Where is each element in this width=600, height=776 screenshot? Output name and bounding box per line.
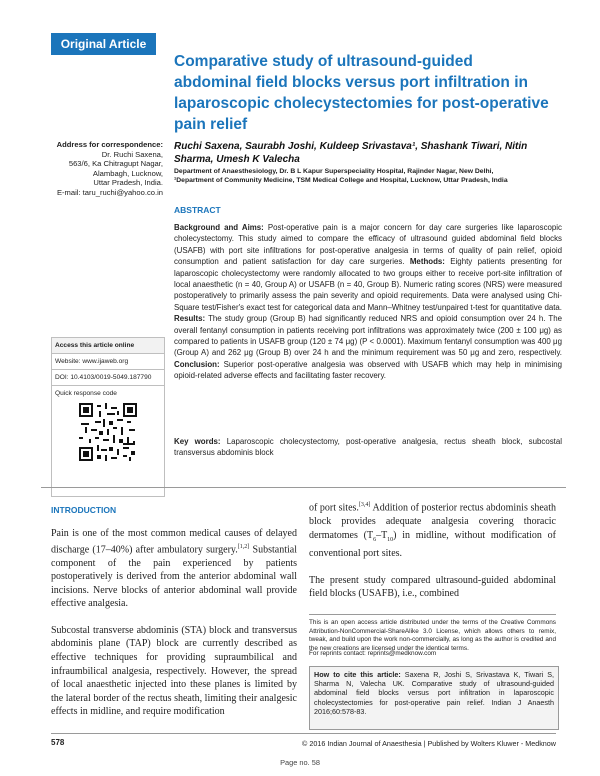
body-column-left <box>51 527 297 732</box>
correspondence-block <box>41 140 163 198</box>
methods-text: Eighty patients presenting for laparoscopic cholecystectomy were randomly allocated to two groups either to receive port-site infiltration of local anaesthetic (n = 40, Group A) or USAFB (n = 40, Group B). Numeric rating scores (NRS) were measured postoperatively to primarily assess the pain severity and opioid requirements. Data were analysed using Chi-Square test/Fisher's exact test for categorical data and Mann–Whitney test/unpaired t-test for quantitative data. <box>174 257 562 312</box>
conclusion-text: Superior post-operative analgesia was observed with USAFB which may help in minimising opioid-related adverse effects and facilitating faster recovery. <box>174 359 562 381</box>
citation-ref[interactable]: [1,2] <box>237 543 250 550</box>
paragraph: Pain is one of the most common medical causes of delayed discharge (17–40%) after ambulatory surgery.[1,2] Substantial component of the pain experienced by patients postoperatively is derived from the anterior abdominal wall incisions. Nerve blocks of anterior abdominal wall provide effective analgesia. <box>51 528 297 610</box>
results-label: Results: <box>174 314 206 324</box>
correspondence-line: Uttar Pradesh, India. <box>93 178 163 188</box>
abstract-heading: ABSTRACT <box>174 205 221 215</box>
correspondence-line: Alambagh, Lucknow, <box>92 168 163 178</box>
footer-divider <box>51 733 556 734</box>
page-footer: Page no. 58 <box>280 758 320 767</box>
conclusion-label: Conclusion: <box>174 359 220 369</box>
publisher-line: © 2016 Indian Journal of Anaesthesia | Published by Wolters Kluwer - Medknow <box>302 739 556 748</box>
affiliations <box>174 167 564 185</box>
open-access-notice: This is an open access article distributed under the terms of the Creative Commons Attribution-NonCommercial-ShareAlike 3.0 License, which allows others to remix, tweak, and build upon the work non-commercially, as long as the author is credited and the new creations are licensed under the identical terms. <box>309 614 556 653</box>
affiliation-line: ¹Department of Community Medicine, TSM Medical College and Hospital, Lucknow, Uttar Pradesh, India <box>174 177 508 184</box>
correspondence-line: 563/6, Ka Chitragupt Nagar, <box>68 159 163 169</box>
website-link[interactable]: Website: www.ijaweb.org <box>52 354 164 370</box>
methods-label: Methods: <box>409 257 445 267</box>
qr-code[interactable] <box>79 403 137 461</box>
paragraph: of port sites.[3,4] Addition of posterior rectus abdominis sheath block provides adequate analgesia covering thoracic dermatomes $(T_6-T_{10})$ in midline, without modification of conventional port sites. <box>309 502 557 560</box>
reprints-contact: For reprints contact: reprints@medknow.com <box>309 650 437 657</box>
access-box <box>51 337 165 497</box>
keywords-text: Laparoscopic cholecystectomy, post-operative analgesia, rectus sheath block, subcostal transversus abdominis block <box>174 437 562 458</box>
keywords <box>174 436 562 459</box>
background-label: Background and Aims: <box>174 223 264 232</box>
section-divider <box>41 487 566 488</box>
cite-text: Saxena R, Joshi S, Srivastava K, Tiwari S, Sharma N, Valecha UK. Comparative study of ultrasound-guided abdominal field blocks versus port infiltration in laparoscopic cholecystectomies for post-operative pain relief. Indian J Anaesth 2016;60:578-83. <box>314 670 554 716</box>
access-box-heading: Access this article online <box>52 338 164 354</box>
affiliation-line: Department of Anaesthesiology, Dr. B L Kapur Superspeciality Hospital, Rajinder Nagar, New Delhi, <box>174 168 494 175</box>
article-type-badge: Original Article <box>51 33 156 55</box>
correspondence-email[interactable]: E-mail: taru_ruchi@yahoo.co.in <box>56 187 163 197</box>
article-title: Comparative study of ultrasound-guided abdominal field blocks versus port infiltration in laparoscopic cholecystectomies for post-operative pain relief <box>174 53 549 133</box>
qr-label: Quick response code <box>55 390 117 397</box>
introduction-heading: INTRODUCTION <box>51 505 117 515</box>
background-text: Post-operative pain is a major concern for day care surgeries like laparoscopic cholecystectomy. This study aimed to compare the efficacy of ultrasound guided abdominal field blocks (USAFB) with port site infiltrations for post-operative analgesia in terms of quality of pain relief, opioid consumption and patient satisfaction for day care surgeries. <box>174 223 563 267</box>
author-list: Ruchi Saxena, Saurabh Joshi, Kuldeep Srivastava¹, Shashank Tiwari, Nitin Sharma, Umesh K Valecha <box>174 141 528 165</box>
correspondence-heading: Address for correspondence: <box>56 140 163 149</box>
citation-box <box>309 666 559 730</box>
cite-label: How to cite this article: <box>314 670 401 679</box>
citation-ref[interactable]: [3,4] <box>358 502 371 508</box>
keywords-label: Key words: <box>174 437 221 446</box>
results-text: The study group (Group B) had significantly reduced NRS and opioid consumption over 24 h. The overall fentanyl consumption in patients receiving port infiltrations was approximately twice (200 ± 100 μg) as compared to patients in USAFB group (120 ± 74 μg) (P < 0.0001). Maximum fentanyl consumption was 400 μg (Group A) and 262 μg (Group B) over 24 h and the minimum requirement was 50 μg and zero, respectively. <box>174 314 562 358</box>
page-number: 578 <box>51 738 65 747</box>
paragraph: The present study compared ultrasound-guided abdominal field blocks (USAFB), i.e., combined <box>309 574 556 600</box>
correspondence-line: Dr. Ruchi Saxena, <box>101 149 163 159</box>
body-column-right <box>309 499 556 614</box>
abstract-body <box>174 222 562 382</box>
doi-link[interactable]: DOI: 10.4103/0019-5049.187790 <box>52 370 164 386</box>
paragraph: Subcostal transverse abdominis (STA) block and transversus abdominis plane (TAP) block are currently described as effective techniques for providing supraumbilical and infraumbilical analgesia, respectively. However, the spread of local anaesthetic injected into these planes is limited by the lateral border of the rectus sheath, limiting their analgesic effects in midline, and require modification <box>51 624 297 718</box>
